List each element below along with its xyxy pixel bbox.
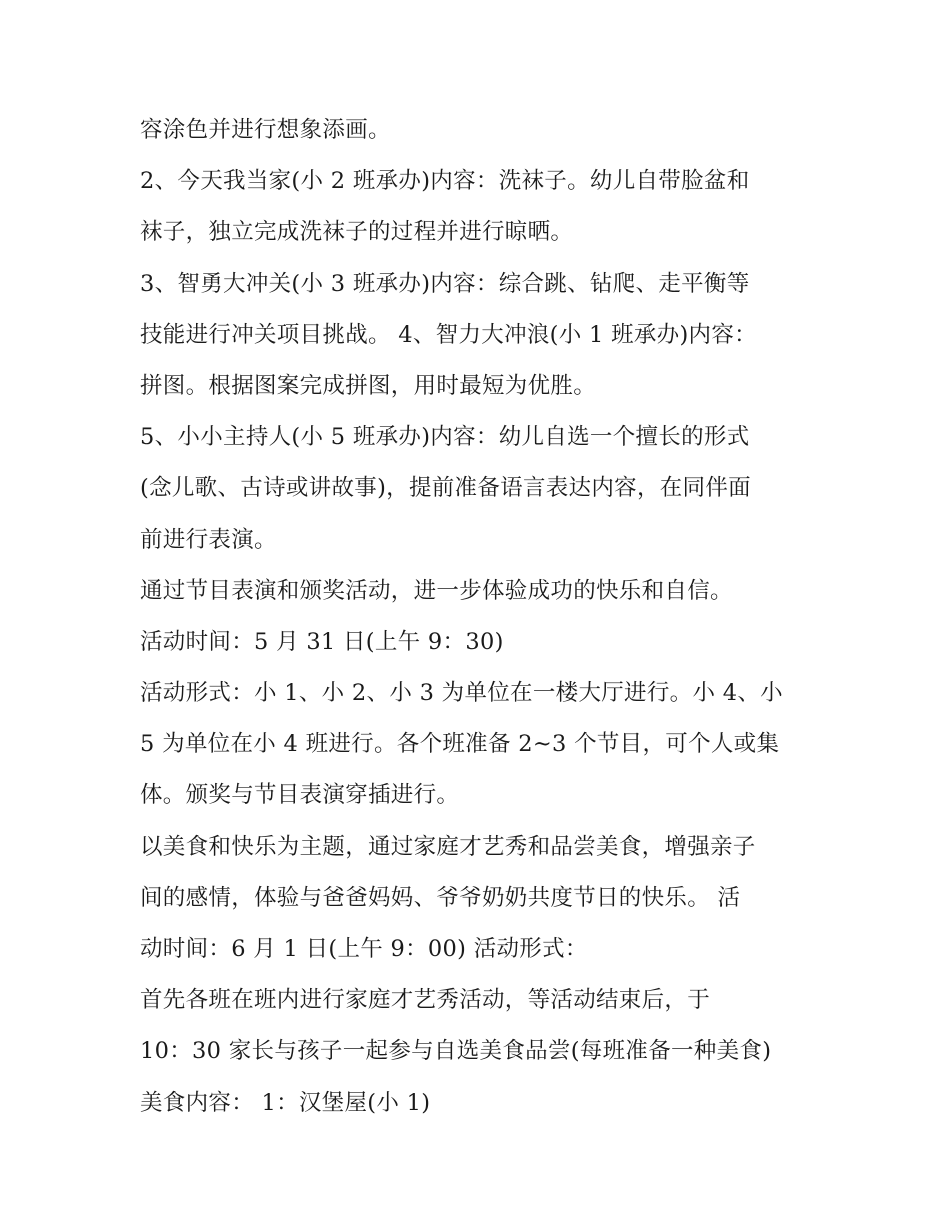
text-line: 活动形式：小 1、小 2、小 3 为单位在一楼大厅进行。小 4、小 — [140, 680, 783, 707]
text-line: 以美食和快乐为主题，通过家庭才艺秀和品尝美食，增强亲子 — [140, 833, 756, 860]
text-line: 5、小小主持人(小 5 班承办)内容：幼儿自选一个擅长的形式 — [140, 424, 750, 451]
text-line: 5 为单位在小 4 班进行。各个班准备 2~3 个节目，可个人或集 — [140, 731, 780, 758]
text-line: 技能进行冲关项目挑战。 4、智力大冲浪(小 1 班承办)内容： — [140, 321, 757, 348]
document-body — [140, 105, 830, 1129]
text-line: 间的感情，体验与爸爸妈妈、爷爷奶奶共度节日的快乐。 活 — [140, 884, 741, 911]
text-line: 美食内容： 1：汉堡屋(小 1) — [140, 1089, 431, 1116]
text-line: 容涂色并进行想象添画。 — [140, 117, 391, 143]
text-line: 动时间：6 月 1 日(上午 9：00) 活动形式： — [140, 936, 588, 962]
text-line: 拼图。根据图案完成拼图，用时最短为优胜。 — [140, 372, 597, 399]
text-line: 前进行表演。 — [140, 526, 277, 553]
text-line: 3、智勇大冲关(小 3 班承办)内容：综合跳、钻爬、走平衡等 — [140, 270, 750, 297]
text-line: (念儿歌、古诗或讲故事)，提前准备语言表达内容，在同伴面 — [140, 475, 751, 502]
text-line: 通过节目表演和颁奖活动，进一步体验成功的快乐和自信。 — [140, 577, 733, 604]
text-line: 体。颁奖与节目表演穿插进行。 — [140, 782, 460, 809]
text-line: 活动时间：5 月 31 日(上午 9：30) — [140, 628, 504, 655]
text-line: 10：30 家长与孩子一起参与自选美食品尝(每班准备一种美食) — [140, 1038, 772, 1065]
text-line: 首先各班在班内进行家庭才艺秀活动，等活动结束后，于 — [140, 987, 711, 1014]
text-line: 2、今天我当家(小 2 班承办)内容：洗袜子。幼儿自带脸盆和 — [140, 168, 750, 195]
text-line: 袜子，独立完成洗袜子的过程并进行晾晒。 — [140, 219, 574, 246]
